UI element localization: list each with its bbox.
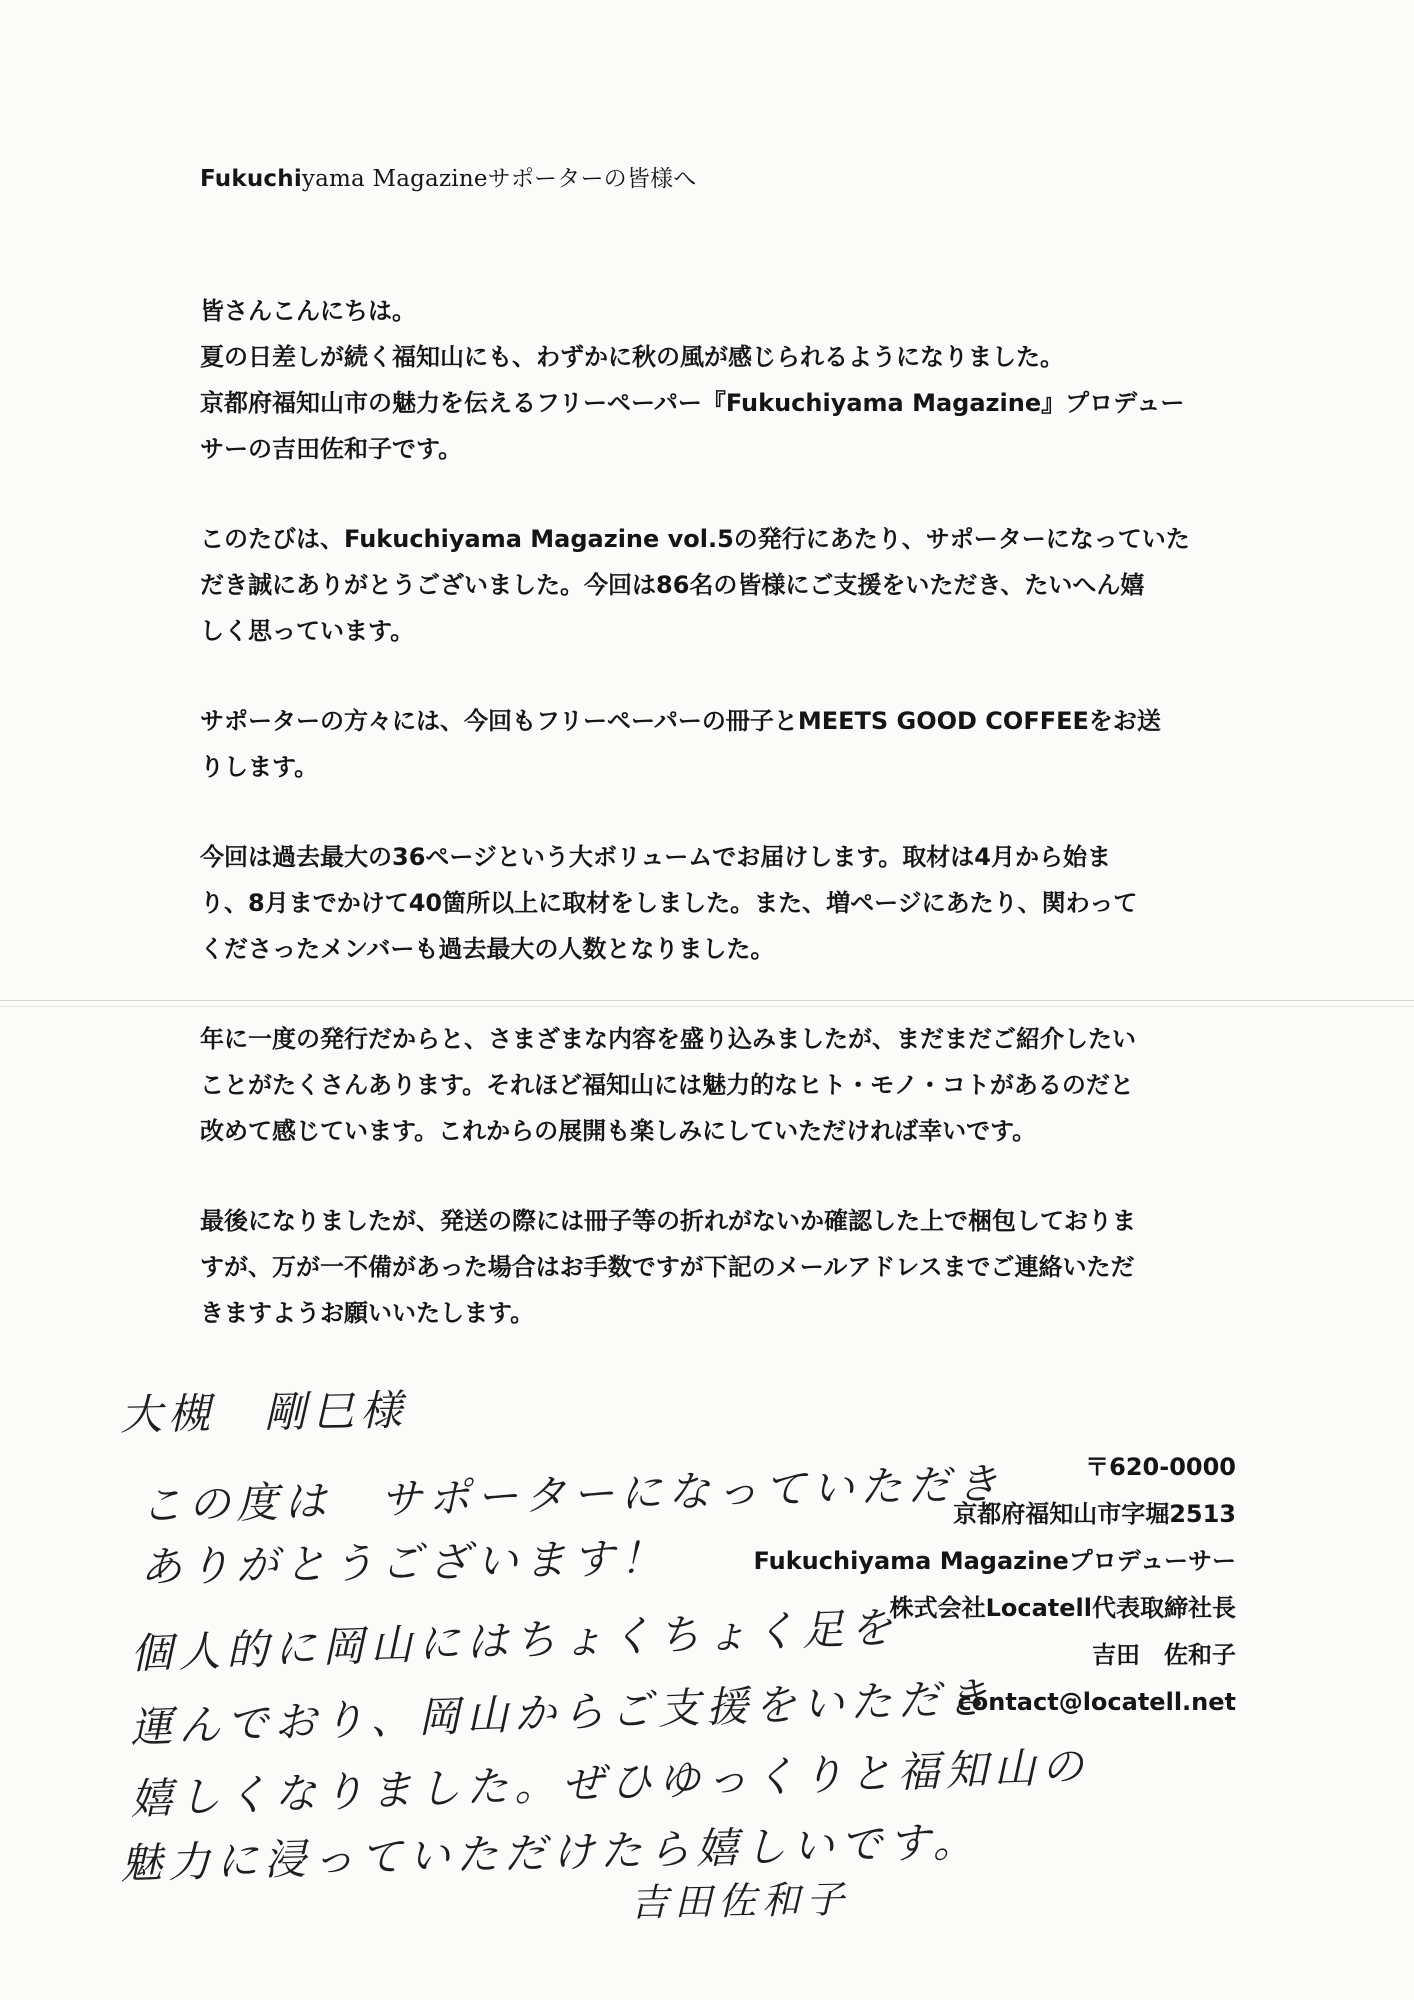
body-line: 今回は過去最大の36ページという大ボリュームでお届けします。取材は4月から始ま: [200, 843, 1111, 871]
body-line: 夏の日差しが続く福知山にも、わずかに秋の風が感じられるようになりました。: [200, 343, 1064, 371]
sender-address: 京都府福知山市字堀2513: [953, 1500, 1236, 1528]
sender-email: contact@locatell.net: [957, 1688, 1236, 1716]
paragraph-closing: [200, 1198, 1240, 1336]
handwritten-signature: 吉田佐和子: [629, 1877, 851, 1925]
handwritten-line: 魅力に浸っていただけたら嬉しいです。: [119, 1816, 982, 1889]
body-line: きますようお願いいたします。: [200, 1299, 535, 1327]
body-line: サーの吉田佐和子です。: [200, 435, 463, 463]
body-line: すが、万が一不備があった場合はお手数ですが下記のメールアドレスまでご連絡いただ: [200, 1253, 1135, 1281]
body-line: 改めて感じています。これからの展開も楽しみにしていただければ幸いです。: [200, 1117, 1037, 1145]
salutation: [200, 160, 696, 193]
body-line: 京都府福知山市の魅力を伝えるフリーペーパー『Fukuchiyama Magazine』プロデュー: [200, 389, 1185, 417]
body-line: このたびは、Fukuchiyama Magazine vol.5の発行にあたり、サポーターになっていた: [200, 525, 1190, 553]
body-line: サポーターの方々には、今回もフリーペーパーの冊子とMEETS GOOD COFFEEをお送: [200, 707, 1161, 735]
paragraph-thanks: [200, 516, 1240, 654]
body-line: 年に一度の発行だからと、さまざまな内容を盛り込みましたが、まだまだご紹介したい: [200, 1025, 1136, 1053]
body-line: ことがたくさんあります。それほど福知山には魅力的なヒト・モノ・コトがあるのだと: [200, 1071, 1134, 1099]
body-line: しく思っています。: [200, 617, 415, 645]
salutation-rest: yama Magazineサポーターの皆様へ: [301, 166, 697, 192]
paragraph-volume: [200, 834, 1240, 972]
sender-company: 株式会社Locatell代表取締社長: [889, 1594, 1236, 1622]
handwritten-line: ありがとうございます！: [139, 1533, 669, 1592]
body-line: だき誠にありがとうございました。今回は86名の皆様にご支援をいただき、たいへん嬉: [200, 571, 1145, 599]
body-line: り、8月までかけて40箇所以上に取材をしました。また、増ページにあたり、関わって: [200, 889, 1138, 917]
handwritten-recipient: 大槻 剛巳様: [119, 1385, 409, 1440]
paragraph-greeting: [200, 288, 1240, 472]
handwritten-line: 嬉しくなりました。ぜひゆっくりと福知山の: [129, 1741, 1091, 1824]
handwritten-line: この度は サポーターになっていただき: [139, 1458, 1005, 1531]
body-line: りします。: [200, 753, 319, 781]
salutation-bold: Fukuchi: [200, 166, 302, 192]
body-line: 皆さんこんにちは。: [200, 297, 416, 325]
handwritten-line: 個人的に岡山にはちょくちょく足を: [129, 1602, 899, 1679]
body-line: くださったメンバーも過去最大の人数となりました。: [200, 935, 775, 963]
handwritten-line: 運んでおり、岡山からご支援をいただき: [129, 1672, 995, 1753]
paragraph-shipment: [200, 698, 1240, 790]
letter-body: [200, 288, 1240, 1380]
sender-postal: 〒620-0000: [1085, 1453, 1236, 1481]
paragraph-content: [200, 1016, 1240, 1154]
sender-role: Fukuchiyama Magazineプロデューサー: [753, 1547, 1236, 1575]
body-line: 最後になりましたが、発送の際には冊子等の折れがないか確認した上で梱包しておりま: [200, 1207, 1136, 1235]
sender-name: 吉田 佐和子: [1092, 1641, 1236, 1669]
